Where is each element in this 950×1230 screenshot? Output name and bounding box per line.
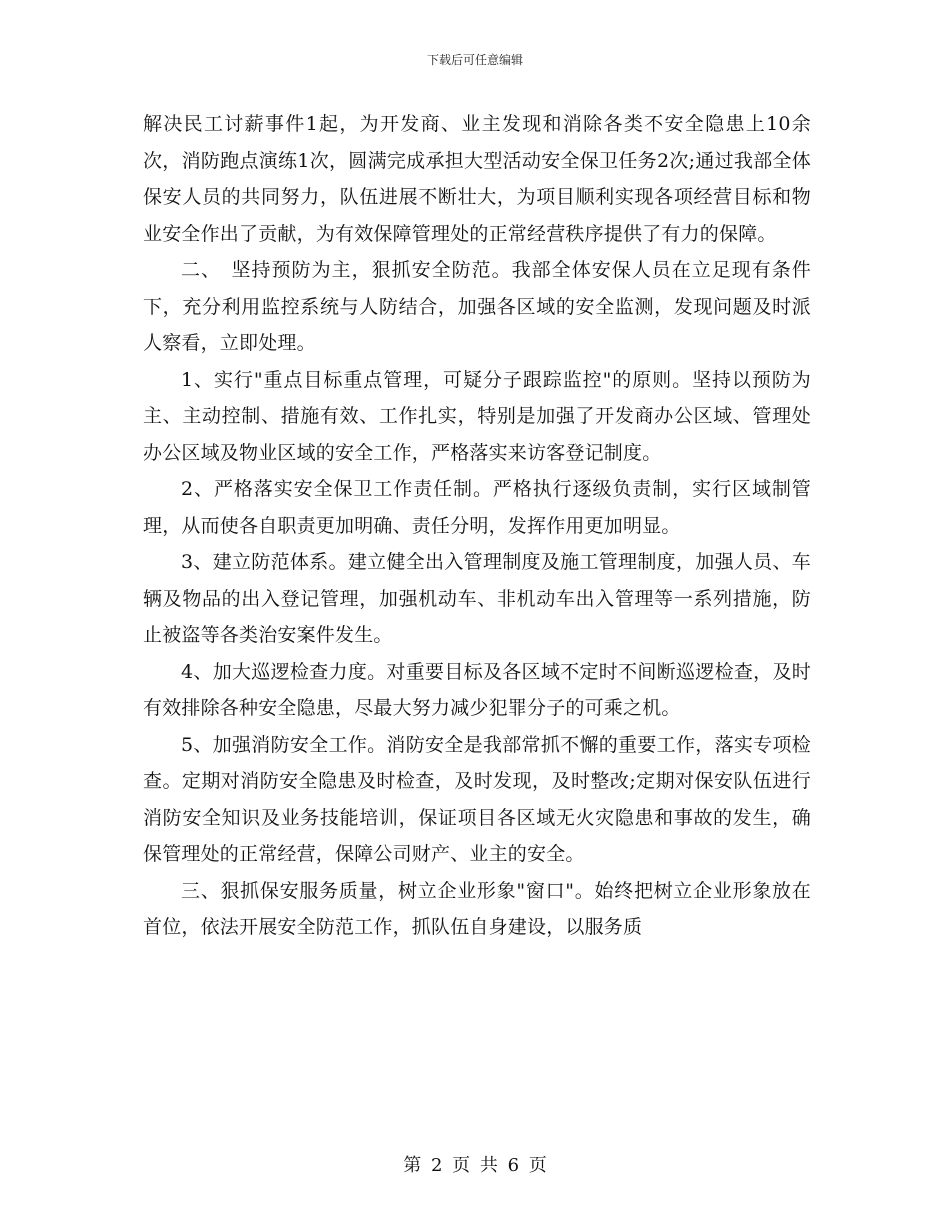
paragraph-item-1: 1、实行"重点目标重点管理，可疑分子跟踪监控"的原则。坚持以预防为主、主动控制、措施有效、工作扎实，特别是加强了开发商办公区域、管理处办公区域及物业区域的安全工作，严格落实来访客登记制度。: [143, 368, 811, 464]
page-header: 下载后可任意编辑: [426, 53, 523, 67]
paragraph-item-5: 5、加强消防安全工作。消防安全是我部常抓不懈的重要工作，落实专项检查。定期对消防安全隐患及时检查，及时发现，及时整改;定期对保安队伍进行消防安全知识及业务技能培训，保证项目各区域无火灾隐患和事故的发生，确保管理处的正常经营，保障公司财产、业主的安全。: [143, 733, 811, 865]
paragraph-item-2: 2、严格落实安全保卫工作责任制。严格执行逐级负责制，实行区域制管理，从而使各自职责更加明确、责任分明，发挥作用更加明显。: [143, 478, 811, 537]
document-body: [143, 106, 811, 946]
page-number: 第 2 页 共 6 页: [403, 1155, 547, 1176]
paragraph-section-two: 二、 坚持预防为主，狠抓安全防范。我部全体安保人员在立足现有条件下，充分利用监控系统与人防结合，加强各区域的安全监测，发现问题及时派人察看，立即处理。: [143, 259, 811, 354]
paragraph-section-three: 三、狠抓保安服务质量，树立企业形象"窗口"。始终把树立企业形象放在首位，依法开展安全防范工作，抓队伍自身建设，以服务质: [143, 879, 811, 938]
paragraph-item-3: 3、建立防范体系。建立健全出入管理制度及施工管理制度，加强人员、车辆及物品的出入登记管理，加强机动车、非机动车出入管理等一系列措施，防止被盗等各类治安案件发生。: [143, 551, 811, 646]
paragraph-continued: 解决民工讨薪事件1起，为开发商、业主发现和消除各类不安全隐患上10余次，消防跑点演练1次，圆满完成承担大型活动安全保卫任务2次;通过我部全体保安人员的共同努力，队伍进展不断壮大，为项目顺利实现各项经营目标和物业安全作出了贡献，为有效保障管理处的正常经营秩序提供了有力的保障。: [143, 113, 811, 245]
paragraph-item-4: 4、加大巡逻检查力度。对重要目标及各区域不定时不间断巡逻检查，及时有效排除各种安全隐患，尽最大努力减少犯罪分子的可乘之机。: [143, 660, 811, 719]
